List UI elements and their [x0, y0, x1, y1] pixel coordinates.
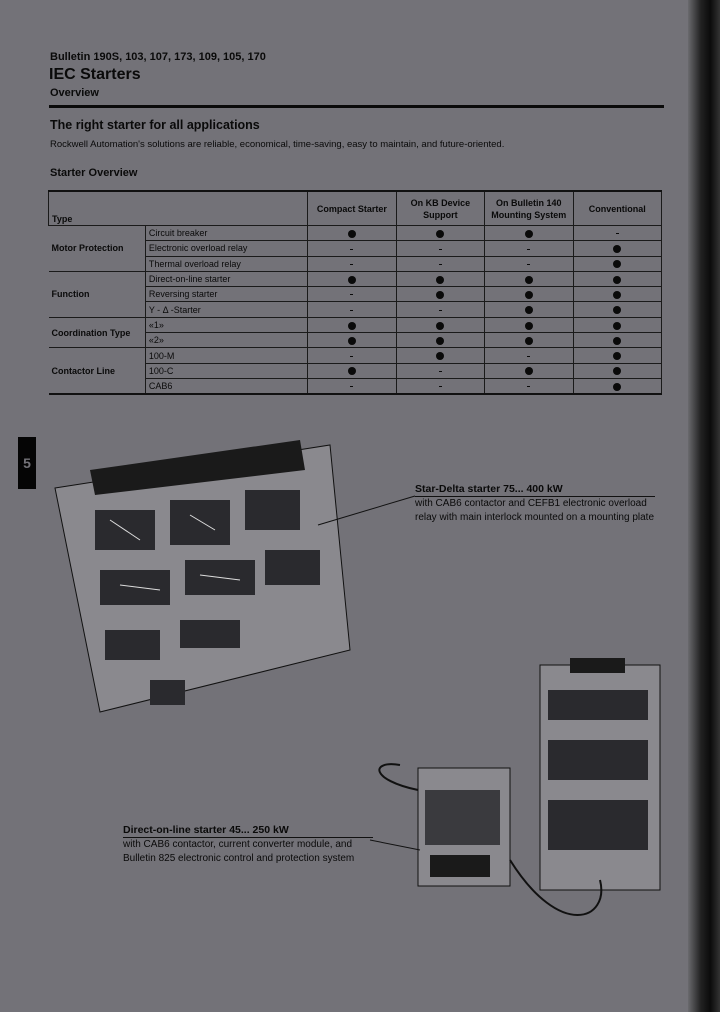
row-label: Reversing starter	[145, 287, 307, 302]
row-label: 100-C	[145, 363, 307, 378]
row-label: 100-M	[145, 348, 307, 363]
row-label: «1»	[145, 317, 307, 332]
column-header: On Bulletin 140 Mounting System	[485, 191, 573, 226]
page-title: IEC Starters	[49, 66, 141, 83]
table-heading: Starter Overview	[50, 167, 138, 179]
type-header: Type	[49, 191, 308, 226]
section-tab: 5	[18, 437, 36, 489]
row-group-label: Function	[49, 271, 146, 317]
caption-text: with CAB6 contactor, current converter module, and Bulletin 825 electronic control and protection system	[123, 839, 355, 864]
bulletin-line: Bulletin 190S, 103, 107, 173, 109, 105, 170	[50, 51, 266, 63]
row-label: Circuit breaker	[145, 226, 307, 241]
row-label: Electronic overload relay	[145, 241, 307, 256]
row-label: Y - Δ -Starter	[145, 302, 307, 317]
intro-text: Rockwell Automation's solutions are reliable, economical, time-saving, easy to maintain, and future-oriented.	[50, 139, 505, 150]
row-label: Direct-on-line starter	[145, 271, 307, 286]
row-label: CAB6	[145, 378, 307, 394]
photo-caption	[123, 823, 373, 866]
row-group-label: Contactor Line	[49, 348, 146, 394]
section-heading: The right starter for all applications	[50, 118, 260, 132]
star-delta-starter-photo	[55, 440, 415, 712]
photo-caption	[415, 482, 655, 525]
page-subtitle: Overview	[50, 87, 99, 99]
caption-title: Star-Delta starter 75... 400 kW	[415, 482, 655, 497]
direct-on-line-starter-photo	[370, 658, 660, 915]
row-label: «2»	[145, 333, 307, 348]
row-group-label: Coordination Type	[49, 317, 146, 348]
row-label: Thermal overload relay	[145, 256, 307, 271]
column-header: Conventional	[573, 191, 662, 226]
column-header: On KB Device Support	[396, 191, 484, 226]
caption-text: with CAB6 contactor and CEFB1 electronic overload relay with main interlock mounted on a mounting plate	[415, 498, 655, 523]
column-header: Compact Starter	[308, 191, 396, 226]
row-group-label: Motor Protection	[49, 226, 146, 272]
caption-title: Direct-on-line starter 45... 250 kW	[123, 823, 373, 838]
